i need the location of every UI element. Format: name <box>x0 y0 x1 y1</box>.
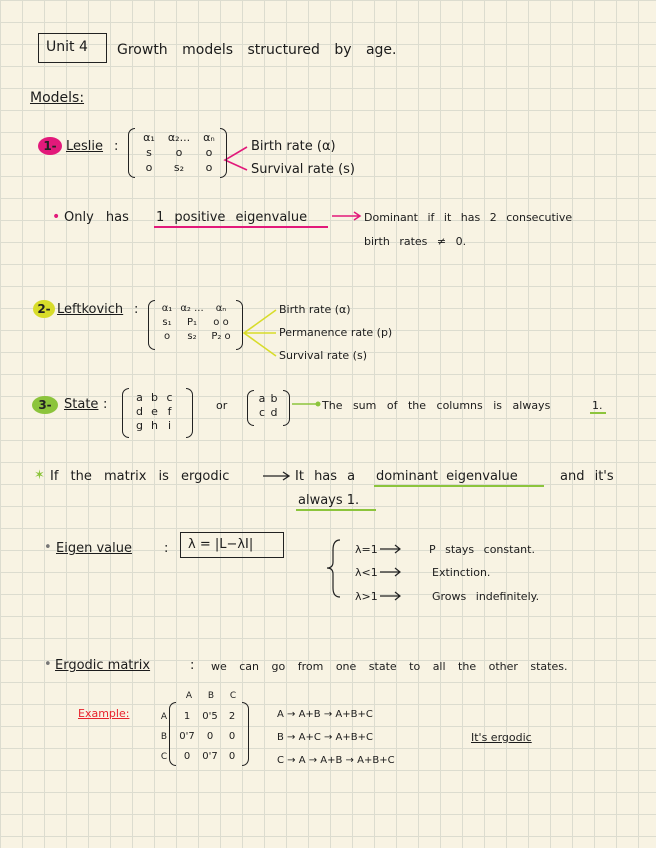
example-matrix <box>176 707 242 767</box>
leslie-note-left: Only has <box>64 210 129 225</box>
matrix-cell: a <box>258 392 266 405</box>
ergodic-right-c: and it's <box>560 469 614 484</box>
matrix-row <box>157 302 235 316</box>
matrix-cell: B <box>160 732 168 742</box>
matrix-row <box>159 747 169 767</box>
path-a: A → A+B → A+B+C <box>277 709 373 720</box>
matrix-cell: c <box>166 391 173 404</box>
eigen-label: Eigen value <box>56 541 132 556</box>
matrix-cell: o o <box>213 317 229 328</box>
state3-paren-left <box>122 388 129 438</box>
matrix-cell: P₁ <box>186 317 198 328</box>
matrix-cell: 0'7 <box>179 731 195 742</box>
matrix-row <box>138 160 220 175</box>
matrix-cell: α₁ <box>161 303 173 314</box>
cases-brace <box>327 540 340 597</box>
state-name: State <box>64 397 99 412</box>
state-note: The sum of the columns is always <box>322 399 551 412</box>
matrix-cell: A <box>185 691 193 701</box>
lefkovich-paren-right <box>236 300 243 350</box>
path-b: B → A+C → A+B+C <box>277 732 373 743</box>
state2-paren-right <box>283 390 290 426</box>
case-2-result: Extinction. <box>432 566 491 579</box>
leslie-note-right: Dominant if it has 2 consecutive <box>364 211 573 224</box>
matrix-cell: 0 <box>228 731 236 742</box>
matrix-row <box>256 406 280 420</box>
lefkovich-birth: Birth rate (α) <box>279 303 351 316</box>
case-3-cond: λ>1 <box>355 590 378 603</box>
colon: : <box>114 139 119 154</box>
state-note-value: 1. <box>592 399 603 412</box>
example-paren-right <box>242 702 249 766</box>
matrix-cell: d <box>270 406 278 419</box>
case-3-result: Grows indefinitely. <box>432 590 540 603</box>
lefkovich-number: 2- <box>33 300 55 318</box>
matrix-row <box>132 419 177 433</box>
matrix-cell: 0 <box>206 731 214 742</box>
leslie-note-mid: 1 positive eigenvalue <box>156 210 308 225</box>
matrix-cell: a <box>136 391 143 404</box>
ergodic-matrix-desc: we can go from one state to all the other states. <box>211 660 568 673</box>
leslie-matrix <box>138 130 220 175</box>
colon: : <box>164 541 169 556</box>
leslie-birth: Birth rate (α) <box>251 139 336 154</box>
matrix-cell: 0'7 <box>202 751 218 762</box>
bullet-pink: • <box>52 209 61 225</box>
arrow-dominant <box>332 212 360 220</box>
matrix-row <box>132 405 177 419</box>
example-paren-left <box>169 702 176 766</box>
matrix-cell: g <box>136 419 143 432</box>
matrix-cell: A <box>160 712 168 722</box>
path-c: C → A → A+B → A+B+C <box>277 755 395 766</box>
matrix-row <box>157 316 235 330</box>
matrix-cell: C <box>160 752 168 762</box>
eigen-formula: λ = |L−λI| <box>188 537 254 552</box>
matrix-cell: s <box>146 146 152 159</box>
matrix-cell: d <box>136 405 143 418</box>
matrix-cell: B <box>207 691 215 701</box>
colon: : <box>134 302 139 317</box>
colon: : <box>103 397 108 412</box>
lefkovich-permanence: Permanence rate (p) <box>279 326 393 339</box>
matrix-cell: 0 <box>183 751 191 762</box>
lefkovich-survival: Survival rate (s) <box>279 349 367 362</box>
state-number: 3- <box>32 396 58 414</box>
example-row-headers <box>159 707 169 767</box>
arrow-state-dot <box>316 402 321 407</box>
leslie-paren-right <box>220 128 227 178</box>
matrix-cell: o <box>205 146 213 159</box>
matrix-row <box>256 392 280 406</box>
matrix-row <box>176 727 242 747</box>
lefkovich-paren-left <box>148 300 155 350</box>
matrix-row <box>176 747 242 767</box>
ergodic-matrix-label: Ergodic matrix <box>55 658 151 673</box>
matrix-cell: o <box>145 161 153 174</box>
case-1-cond: λ=1 <box>355 543 378 556</box>
matrix-cell: f <box>167 405 172 418</box>
unit-label: Unit 4 <box>46 39 88 55</box>
matrix-cell: o <box>205 161 213 174</box>
matrix-cell: α₂... <box>167 131 191 144</box>
ergodic-left: If the matrix is ergodic <box>50 469 230 484</box>
state-or: or <box>216 399 228 412</box>
matrix-row <box>138 130 220 145</box>
state2-paren-left <box>247 390 254 426</box>
matrix-cell: s₁ <box>162 317 172 328</box>
leslie-paren-left <box>128 128 135 178</box>
leslie-survival: Survival rate (s) <box>251 162 355 177</box>
leslie-note-right2: birth rates ≠ 0. <box>364 235 467 248</box>
matrix-row <box>176 707 242 727</box>
lefkovich-name: Leftkovich <box>57 302 124 317</box>
matrix-cell: α₂ ... <box>180 303 204 314</box>
matrix-cell: 2 <box>228 711 236 722</box>
lefkovich-matrix <box>157 302 235 344</box>
matrix-cell: αₙ <box>203 131 215 144</box>
matrix-cell: o <box>163 331 171 342</box>
matrix-cell: o <box>175 146 183 159</box>
matrix-cell: c <box>258 406 266 419</box>
leslie-name: Leslie <box>66 139 104 154</box>
matrix-row <box>159 707 169 727</box>
ergodic-right-b: dominant eigenvalue <box>376 469 518 484</box>
bullet: • <box>44 657 52 672</box>
colon: : <box>190 658 195 673</box>
state-matrix-2 <box>256 392 280 420</box>
state-matrix-3 <box>132 391 177 433</box>
state-note-underline <box>590 412 606 414</box>
matrix-cell: h <box>151 419 158 432</box>
matrix-cell: i <box>167 419 172 432</box>
matrix-cell: 1 <box>183 711 191 722</box>
matrix-cell: b <box>151 391 158 404</box>
case-2-cond: λ<1 <box>355 566 378 579</box>
leslie-branch <box>225 147 247 170</box>
example-label: Example: <box>78 707 130 720</box>
state3-paren-right <box>186 388 193 438</box>
ergodic-underline <box>374 485 544 487</box>
matrix-row <box>157 330 235 344</box>
star-bullet: ✶ <box>34 468 45 483</box>
matrix-cell: αₙ <box>215 303 227 314</box>
bullet: • <box>44 540 52 555</box>
ergodic-right-a: It has a <box>295 469 356 484</box>
matrix-row <box>178 690 244 702</box>
matrix-cell: 0 <box>228 751 236 762</box>
case-1-result: P stays constant. <box>429 543 535 556</box>
matrix-cell: P₂ o <box>211 331 231 342</box>
matrix-row <box>159 727 169 747</box>
example-col-headers <box>178 690 244 702</box>
models-label: Models: <box>30 90 85 106</box>
matrix-row <box>132 391 177 405</box>
matrix-cell: e <box>151 405 158 418</box>
lefkovich-branch <box>244 310 276 356</box>
ergodic-underline-2 <box>296 509 376 511</box>
matrix-cell: α₁ <box>143 131 155 144</box>
ergodic-conclusion: It's ergodic <box>471 731 532 744</box>
matrix-cell: b <box>270 392 278 405</box>
page-title: Growth models structured by age. <box>117 42 397 58</box>
matrix-cell: 0'5 <box>202 711 218 722</box>
ergodic-right-d: always 1. <box>298 493 360 508</box>
matrix-cell: s₂ <box>173 161 185 174</box>
leslie-number: 1- <box>38 137 62 155</box>
matrix-row <box>138 145 220 160</box>
arrow-ergodic <box>263 472 289 480</box>
matrix-cell: s₂ <box>187 331 197 342</box>
leslie-note-underline <box>154 226 328 228</box>
matrix-cell: C <box>229 691 237 701</box>
